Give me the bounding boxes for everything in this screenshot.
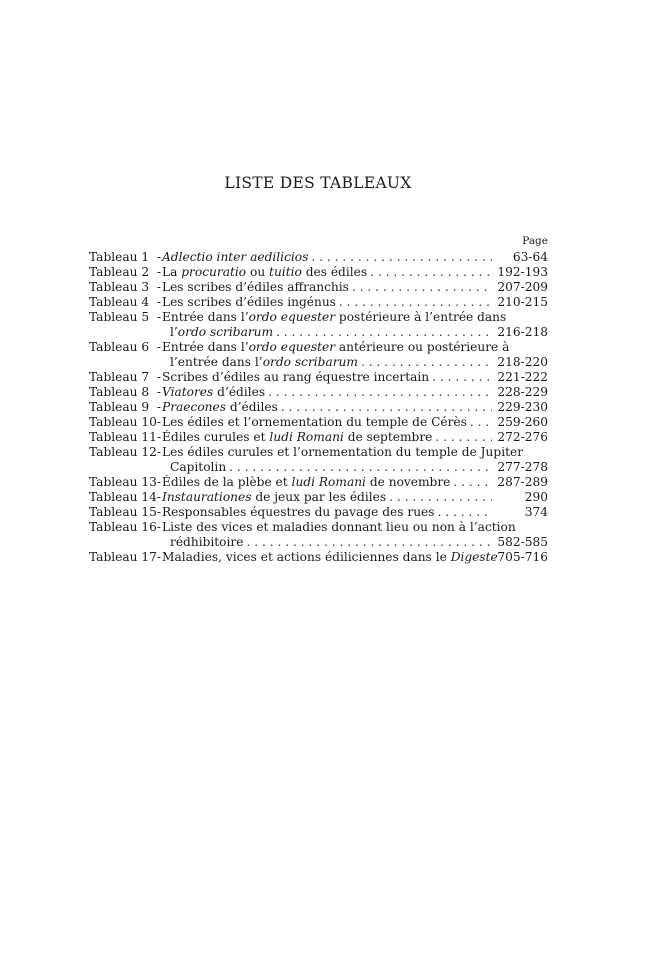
table-entry: [89, 400, 548, 415]
table-entry-page: 210-215: [497, 295, 548, 309]
table-entry-title: Les scribes d’édiles ingénus . . .: [162, 295, 492, 310]
table-entry-label: Tableau 8 -: [89, 385, 161, 399]
table-entry-page: 207-209: [497, 280, 548, 294]
table-entry: [89, 505, 548, 520]
table-entry: [89, 340, 548, 370]
table-entry-page: 229-230: [497, 400, 548, 414]
table-entry-page: 221-222: [497, 370, 548, 384]
table-entry: [89, 250, 548, 265]
dot-leader: [450, 475, 492, 490]
dot-leader: [467, 415, 492, 430]
table-entry-title: Maladies, vices et actions édiliciennes dans le Digeste . . .: [162, 550, 492, 565]
table-entry: [89, 520, 548, 550]
table-entry-title: Instaurationes de jeux par les édiles . . .: [162, 490, 492, 505]
table-entry-label: Tableau 7 -: [89, 370, 161, 384]
page-column-header: Page: [522, 235, 548, 247]
dot-leader: [273, 325, 492, 340]
table-entry-label: Tableau 1 -: [89, 250, 161, 264]
table-entry-page: 374: [524, 505, 548, 519]
table-entry-page: 272-276: [497, 430, 548, 444]
table-entry-title: Liste des vices et maladies donnant lieu ou non à l’action rédhibitoire . . .: [162, 520, 492, 550]
table-entry-title: Édiles curules et ludi Romani de septembre . . .: [162, 430, 492, 445]
table-entry: [89, 445, 548, 475]
table-entry-title: Praecones d’édiles . . .: [162, 400, 492, 415]
table-entry-label: Tableau 15-: [89, 505, 161, 519]
table-entry-page: 192-193: [497, 265, 548, 279]
table-entry: [89, 475, 548, 490]
table-entry-label: Tableau 12-: [89, 445, 161, 459]
table-entry-page: 277-278: [497, 460, 548, 474]
dot-leader: [278, 400, 492, 415]
dot-leader: [429, 370, 492, 385]
table-entry: [89, 280, 548, 295]
table-entry-page: 63-64: [512, 250, 548, 264]
table-entry-label: Tableau 9 -: [89, 400, 161, 414]
dot-leader: [308, 250, 492, 265]
dot-leader: [367, 265, 492, 280]
dot-leader: [432, 430, 492, 445]
dot-leader: [349, 280, 492, 295]
table-entry-label: Tableau 5 -: [89, 310, 161, 324]
table-entry-page: 259-260: [497, 415, 548, 429]
page-title: LISTE DES TABLEAUX: [224, 174, 412, 192]
table-entry-title: Édiles de la plèbe et ludi Romani de novembre . . .: [162, 475, 492, 490]
table-entry: [89, 430, 548, 445]
table-entry-title: Les édiles et l’ornementation du temple de Cérès . . .: [162, 415, 492, 430]
table-entry-page: 287-289: [497, 475, 548, 489]
table-entry-label: Tableau 13-: [89, 475, 161, 489]
table-entry-page: 218-220: [497, 355, 548, 369]
table-entry-title: Responsables équestres du pavage des rues . . .: [162, 505, 492, 520]
table-entry-page: 582-585: [497, 535, 548, 549]
table-entry-title: Les scribes d’édiles affranchis . . .: [162, 280, 492, 295]
table-entry: [89, 310, 548, 340]
table-entry-label: Tableau 2 -: [89, 265, 161, 279]
table-entry: [89, 415, 548, 430]
table-entry-title: La procuratio ou tuitio des édiles . . .: [162, 265, 492, 280]
table-entry-label: Tableau 6 -: [89, 340, 161, 354]
table-entry: [89, 265, 548, 280]
table-entry-page: 290: [524, 490, 548, 504]
table-entry-page: 216-218: [497, 325, 548, 339]
table-entry-label: Tableau 17-: [89, 550, 161, 564]
table-entry-title: Viatores d’édiles . . .: [162, 385, 492, 400]
table-entry-label: Tableau 11-: [89, 430, 161, 444]
table-entry: [89, 370, 548, 385]
dot-leader: [226, 460, 492, 475]
dot-leader: [386, 490, 492, 505]
dot-leader: [336, 295, 492, 310]
table-entry-title: Entrée dans l’ordo equester postérieure à l’entrée dans l’ordo scribarum . . .: [162, 310, 492, 340]
table-entry: [89, 490, 548, 505]
table-entry-label: Tableau 14-: [89, 490, 161, 504]
table-entry-label: Tableau 16-: [89, 520, 161, 534]
dot-leader: [265, 385, 492, 400]
table-entry-title: Les édiles curules et l’ornementation du temple de Jupiter Capitolin . . .: [162, 445, 492, 475]
table-entry-title: Entrée dans l’ordo equester antérieure ou postérieure à l’entrée dans l’ordo scribarum . . .: [162, 340, 492, 370]
table-entry-title: Scribes d’édiles au rang équestre incertain . . .: [162, 370, 492, 385]
dot-leader: [358, 355, 492, 370]
table-entry: [89, 295, 548, 310]
table-entry-label: Tableau 4 -: [89, 295, 161, 309]
table-entry-page: 228-229: [497, 385, 548, 399]
table-list: [89, 250, 548, 565]
table-entry: [89, 550, 548, 565]
table-entry-title: Adlectio inter aedilicios . . .: [162, 250, 492, 265]
dot-leader: [435, 505, 492, 520]
dot-leader: [243, 535, 492, 550]
table-entry-page: 705-716: [497, 550, 548, 564]
table-entry-label: Tableau 3 -: [89, 280, 161, 294]
table-entry: [89, 385, 548, 400]
table-entry-label: Tableau 10-: [89, 415, 161, 429]
